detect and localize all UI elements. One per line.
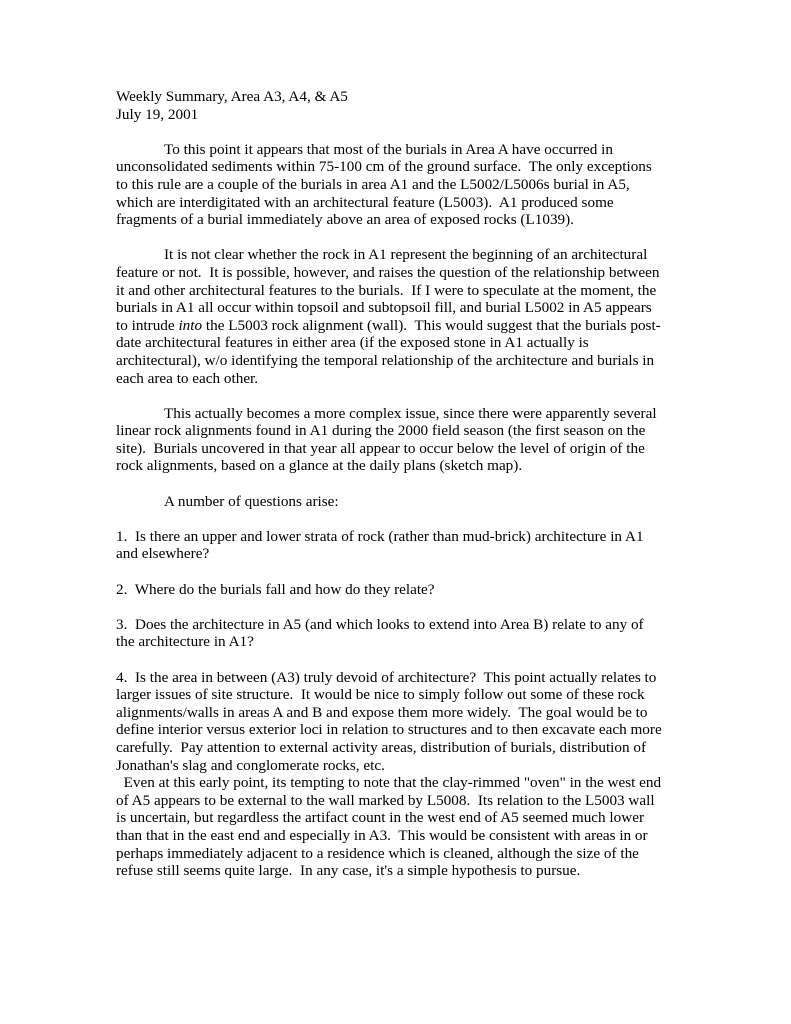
paragraph-line: feature or not. It is possible, however, and raises the question of the relationship between xyxy=(116,263,660,281)
paragraph-line: architectural), w/o identifying the temporal relationship of the architecture and burials in xyxy=(116,351,655,369)
paragraph-line: unconsolidated sediments within 75-100 cm of the ground surface. The only exceptions xyxy=(116,158,652,176)
paragraph-line: To this point it appears that most of the burials in Area A have occurred in xyxy=(164,140,613,158)
question-line: 4. Is the area in between (A3) truly devoid of architecture? This point actually relates to xyxy=(116,668,657,686)
paragraph-line: This actually becomes a more complex issue, since there were apparently several xyxy=(164,404,657,422)
question-line: larger issues of site structure. It would be nice to simply follow out some of these rock xyxy=(116,686,645,704)
spacer xyxy=(116,651,686,669)
paragraph-line: each area to each other. xyxy=(116,369,259,387)
paragraph-line: linear rock alignments found in A1 during the 2000 field season (the first season on the xyxy=(116,422,646,440)
question-line: carefully. Pay attention to external activity areas, distribution of burials, distribution of xyxy=(116,738,647,756)
paragraph-line: which are interdigitated with an architectural feature (L5003). A1 produced some xyxy=(116,193,614,211)
question-line: of A5 appears to be external to the wall marked by L5008. Its relation to the L5003 wall xyxy=(116,791,655,809)
question-line: Even at this early point, its tempting to note that the clay-rimmed "oven" in the west end xyxy=(116,774,662,792)
question-line: 1. Is there an upper and lower strata of rock (rather than mud-brick) architecture in A1 xyxy=(116,527,644,545)
question-line: define interior versus exterior loci in relation to structures and to then excavate each more xyxy=(116,721,662,739)
question-line: alignments/walls in areas A and B and expose them more widely. The goal would be to xyxy=(116,703,648,721)
paragraph-line: site). Burials uncovered in that year all appear to occur below the level of origin of the xyxy=(116,439,645,457)
question-line: 2. Where do the burials fall and how do they relate? xyxy=(116,580,435,598)
question-line: perhaps immediately adjacent to a residence which is cleaned, although the size of the xyxy=(116,844,639,862)
paragraph-3 xyxy=(116,405,686,475)
question-line: and elsewhere? xyxy=(116,545,210,563)
spacer xyxy=(116,563,686,581)
paragraph-line: rock alignments, based on a glance at the daily plans (sketch map). xyxy=(116,457,523,475)
question-line: than that in the east end and especially in A3. This would be consistent with areas in or xyxy=(116,826,648,844)
paragraph-2 xyxy=(116,246,686,387)
spacer xyxy=(116,123,686,141)
question-1 xyxy=(116,528,686,563)
question-3 xyxy=(116,616,686,651)
emphasized-word: into xyxy=(178,316,203,334)
line-segment: the L5003 rock alignment (wall). This would suggest that the burials post- xyxy=(202,316,661,334)
question-line: refuse still seems quite large. In any case, it's a simple hypothesis to pursue. xyxy=(116,862,581,880)
spacer xyxy=(116,598,686,616)
spacer xyxy=(116,229,686,247)
question-line: is uncertain, but regardless the artifact count in the west end of A5 seemed much lower xyxy=(116,809,645,827)
paragraph-line: it and other architectural features to the burials. If I were to speculate at the moment, the xyxy=(116,281,657,299)
document-title: Weekly Summary, Area A3, A4, & A5 xyxy=(116,88,348,105)
paragraph-line: It is not clear whether the rock in A1 represent the beginning of an architectural xyxy=(164,246,648,264)
question-line: the architecture in A1? xyxy=(116,633,254,651)
paragraph-1 xyxy=(116,141,686,229)
document-date: July 19, 2001 xyxy=(116,105,199,123)
paragraph-4 xyxy=(116,493,686,511)
paragraph-line: fragments of a burial immediately above an area of exposed rocks (L1039). xyxy=(116,211,574,229)
question-4 xyxy=(116,669,686,880)
paragraph-line: A number of questions arise: xyxy=(164,492,339,510)
spacer xyxy=(116,510,686,528)
spacer xyxy=(116,387,686,405)
question-line: Jonathan's slag and conglomerate rocks, etc. xyxy=(116,756,385,774)
line-segment: to intrude xyxy=(116,316,179,334)
paragraph-line: to this rule are a couple of the burials in area A1 and the L5002/L5006s burial in A5, xyxy=(116,175,630,193)
spacer xyxy=(116,475,686,493)
question-line: 3. Does the architecture in A5 (and which looks to extend into Area B) relate to any of xyxy=(116,615,644,633)
paragraph-line: burials in A1 all occur within topsoil and subtopsoil fill, and burial L5002 in A5 appears xyxy=(116,299,652,317)
document-page xyxy=(116,88,686,880)
question-2 xyxy=(116,581,686,599)
paragraph-line-with-emphasis xyxy=(116,317,686,335)
paragraph-line: date architectural features in either area (if the exposed stone in A1 actually is xyxy=(116,334,589,352)
